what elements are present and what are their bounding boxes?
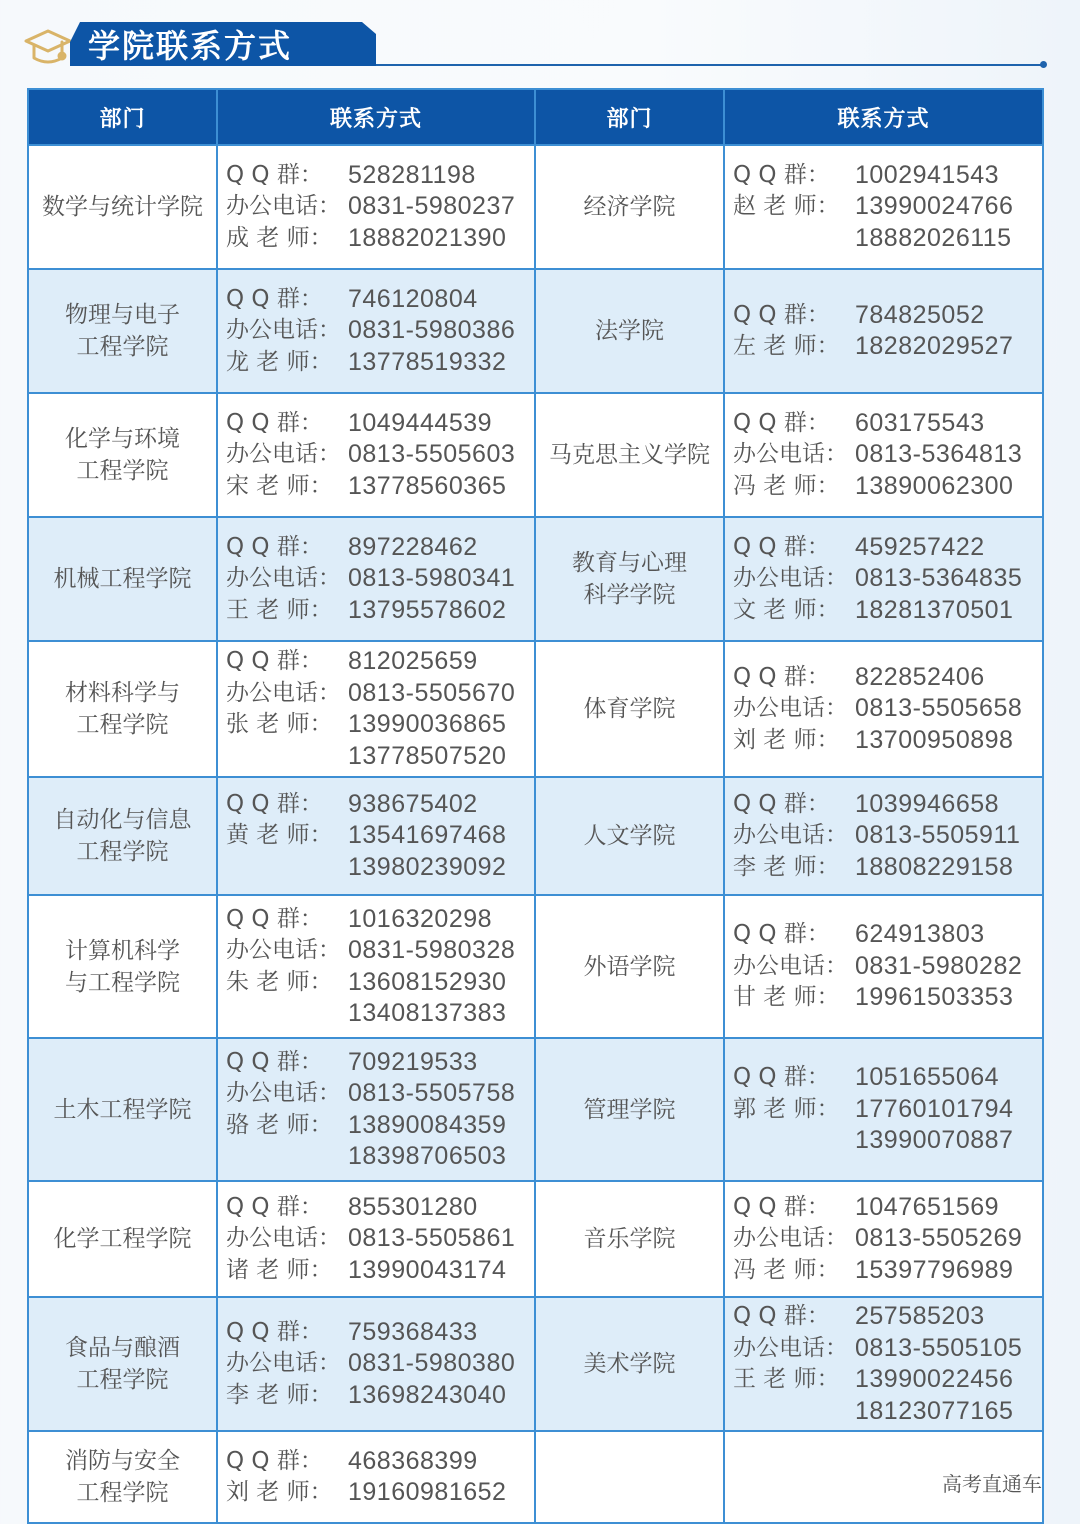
office-phone-line: [226, 315, 534, 347]
department-name: 材料科学与: [65, 680, 180, 706]
teacher-label: 诸 老 师：: [226, 1256, 333, 1283]
qq-group-label: Q Q 群：: [226, 648, 323, 674]
office-phone-line: [733, 439, 1042, 471]
department-cell: [535, 1181, 724, 1297]
department-name: 自动化与信息: [53, 807, 192, 833]
qq-group-number[interactable]: 1047651569: [855, 1192, 1000, 1221]
qq-group-line: [733, 1062, 1042, 1094]
qq-group-number[interactable]: 784825052: [855, 300, 985, 329]
department-name: 工程学院: [76, 712, 169, 738]
qq-group-label: Q Q 群：: [733, 301, 830, 328]
office-phone-number[interactable]: 0813-5505105: [855, 1333, 1023, 1362]
qq-group-line: [226, 1047, 534, 1079]
watermark: 高考直通车: [942, 1472, 1042, 1496]
department-name: 音乐学院: [583, 1226, 676, 1252]
teacher-phone-line: [226, 223, 534, 255]
department-name: 工程学院: [76, 334, 169, 360]
teacher-phone-line: [226, 967, 534, 999]
qq-group-line: [733, 300, 1042, 332]
contact-cell: [724, 393, 1043, 517]
department-cell: [28, 895, 217, 1038]
qq-group-number[interactable]: 1039946658: [855, 789, 1000, 818]
qq-group-label: Q Q 群：: [733, 1303, 830, 1329]
office-phone-label: 办公电话：: [226, 679, 341, 706]
qq-group-number[interactable]: 468368399: [348, 1446, 478, 1475]
teacher-phone-line: [226, 741, 534, 773]
contact-cell: [724, 145, 1043, 269]
teacher-phone-number[interactable]: 13990036865: [348, 710, 507, 738]
qq-group-label: Q Q 群：: [733, 1064, 830, 1091]
office-phone-line: [733, 693, 1042, 725]
table-row: [28, 1038, 1043, 1181]
teacher-label: 王 老 师：: [226, 596, 333, 623]
office-phone-line: [733, 1333, 1042, 1365]
teacher-phone-line: [226, 595, 534, 627]
office-phone-number[interactable]: 0813-5505670: [348, 678, 516, 707]
office-phone-label: 办公电话：: [733, 1334, 848, 1361]
office-phone-number[interactable]: 0813-5505911: [855, 821, 1021, 850]
department-cell: [28, 1297, 217, 1431]
teacher-label: 文 老 师：: [733, 596, 840, 623]
qq-group-line: [733, 789, 1042, 821]
department-name: 土木工程学院: [53, 1096, 192, 1123]
department-name: 数学与统计学院: [42, 194, 203, 220]
teacher-phone-line: [733, 1094, 1042, 1126]
table-row: [28, 517, 1043, 641]
department-cell: [535, 641, 724, 777]
department-name: 计算机科学: [65, 937, 180, 964]
office-phone-number[interactable]: 0831-5980328: [348, 936, 516, 964]
contact-cell: [724, 269, 1043, 393]
page-title: 学院联系方式: [88, 27, 293, 65]
qq-group-label: Q Q 群：: [226, 161, 323, 188]
table-row: [28, 777, 1043, 895]
contact-cell: [217, 517, 535, 641]
table-row: [28, 641, 1043, 777]
department-name: 科学学院: [583, 582, 676, 608]
department-cell: [535, 269, 724, 393]
teacher-phone-number[interactable]: 18808229158: [855, 852, 1014, 881]
column-header-dept: 部门: [28, 89, 217, 145]
teacher-phone-number[interactable]: 18282029527: [855, 332, 1014, 360]
qq-group-line: [733, 532, 1042, 564]
teacher-phone-line: [733, 1255, 1042, 1287]
teacher-phone-line: [733, 982, 1042, 1014]
qq-group-label: Q Q 群：: [226, 1048, 323, 1075]
office-phone-label: 办公电话：: [733, 695, 848, 722]
contact-cell: [217, 641, 535, 777]
department-cell: [28, 145, 217, 269]
qq-group-line: [226, 532, 534, 564]
department-cell: [28, 1181, 217, 1297]
qq-group-number[interactable]: 709219533: [348, 1047, 478, 1076]
teacher-phone-number[interactable]: 13990043174: [348, 1255, 507, 1284]
qq-group-label: Q Q 群：: [733, 663, 830, 690]
office-phone-label: 办公电话：: [226, 1080, 341, 1106]
teacher-phone-number[interactable]: 13778507520: [348, 741, 507, 770]
teacher-label: 朱 老 师：: [226, 968, 333, 995]
teacher-label: 李 老 师：: [226, 1381, 333, 1408]
teacher-phone-number[interactable]: 18882021390: [348, 223, 507, 252]
qq-group-label: Q Q 群：: [733, 921, 830, 948]
teacher-phone-number[interactable]: 13408137383: [348, 999, 507, 1027]
department-name: 与工程学院: [65, 969, 180, 996]
contact-cell: [724, 641, 1043, 777]
contact-cell: [217, 1181, 535, 1297]
department-cell: [28, 517, 217, 641]
qq-group-label: Q Q 群：: [226, 409, 323, 436]
office-phone-label: 办公电话：: [733, 441, 848, 468]
office-phone-line: [733, 820, 1042, 852]
teacher-phone-number[interactable]: 15397796989: [855, 1255, 1014, 1284]
department-name: 美术学院: [583, 1351, 676, 1377]
qq-group-label: Q Q 群：: [226, 905, 323, 932]
teacher-phone-line: [733, 1364, 1042, 1396]
department-name: 机械工程学院: [53, 566, 192, 592]
office-phone-label: 办公电话：: [226, 565, 341, 592]
teacher-phone-line: [733, 852, 1042, 884]
teacher-label: 黄 老 师：: [226, 822, 333, 849]
column-header-contact: 联系方式: [724, 89, 1043, 145]
qq-group-label: Q Q 群：: [226, 1447, 323, 1474]
teacher-label: 赵 老 师：: [733, 193, 840, 220]
qq-group-label: Q Q 群：: [733, 790, 830, 817]
title-divider: [376, 64, 1044, 66]
teacher-label: 李 老 师：: [733, 853, 840, 880]
teacher-phone-line: [733, 1396, 1042, 1428]
contact-cell: [724, 895, 1043, 1038]
department-name: 消防与安全: [65, 1448, 180, 1474]
office-phone-number[interactable]: 0831-5980386: [348, 316, 516, 345]
teacher-label: 郭 老 师：: [733, 1095, 840, 1122]
teacher-label: 王 老 师：: [733, 1366, 840, 1392]
office-phone-line: [733, 951, 1042, 983]
contact-cell: [724, 1181, 1043, 1297]
teacher-phone-line: [226, 1380, 534, 1412]
teacher-phone-number[interactable]: 18398706503: [348, 1142, 507, 1170]
office-phone-label: 办公电话：: [226, 1225, 341, 1252]
qq-group-label: Q Q 群：: [733, 1193, 830, 1220]
qq-group-line: [733, 160, 1042, 192]
teacher-phone-line: [733, 223, 1042, 255]
qq-group-line: [226, 284, 534, 316]
department-name: 经济学院: [583, 194, 676, 220]
table-row: [28, 1297, 1043, 1431]
section-header: [22, 22, 1052, 72]
department-name: 外语学院: [583, 953, 676, 980]
qq-group-number[interactable]: 759368433: [348, 1317, 478, 1346]
divider-dot: [1040, 61, 1047, 68]
department-cell: [28, 393, 217, 517]
teacher-phone-line: [226, 1141, 534, 1173]
qq-group-number[interactable]: 1016320298: [348, 904, 493, 933]
department-name: 工程学院: [76, 458, 169, 484]
teacher-phone-line: [226, 820, 534, 852]
qq-group-number[interactable]: 855301280: [348, 1192, 478, 1221]
department-name: 人文学院: [583, 823, 676, 849]
teacher-phone-number[interactable]: 18281370501: [855, 595, 1014, 624]
teacher-phone-line: [733, 725, 1042, 757]
office-phone-number[interactable]: 0813-5980341: [348, 564, 516, 593]
department-cell: [535, 895, 724, 1038]
qq-group-label: Q Q 群：: [226, 533, 323, 560]
table-row: [28, 145, 1043, 269]
qq-group-line: [226, 646, 534, 678]
department-cell: [28, 1431, 217, 1523]
department-name: 法学院: [595, 318, 664, 344]
teacher-phone-line: [226, 471, 534, 503]
teacher-phone-line: [226, 1477, 534, 1509]
department-cell: [535, 1297, 724, 1431]
teacher-phone-number[interactable]: 13890084359: [348, 1110, 507, 1139]
teacher-label: 刘 老 师：: [733, 726, 840, 753]
office-phone-number[interactable]: 0813-5505758: [348, 1079, 516, 1107]
teacher-phone-number[interactable]: 13700950898: [855, 725, 1014, 754]
qq-group-line: [226, 408, 534, 440]
office-phone-number[interactable]: 0831-5980380: [348, 1349, 516, 1378]
qq-group-number[interactable]: 746120804: [348, 284, 478, 313]
teacher-phone-number[interactable]: 13990070887: [855, 1126, 1014, 1155]
qq-group-line: [733, 1192, 1042, 1224]
teacher-phone-number[interactable]: 17760101794: [855, 1094, 1014, 1123]
office-phone-label: 办公电话：: [226, 1350, 341, 1377]
office-phone-number[interactable]: 0831-5980237: [348, 192, 516, 221]
teacher-label: 张 老 师：: [226, 711, 333, 737]
office-phone-number[interactable]: 0813-5505658: [855, 694, 1023, 723]
department-cell: [28, 1038, 217, 1181]
office-phone-line: [733, 563, 1042, 595]
contact-cell: [217, 1038, 535, 1181]
teacher-phone-line: [733, 1125, 1042, 1157]
qq-group-number[interactable]: 812025659: [348, 647, 478, 675]
table-row: [28, 269, 1043, 393]
teacher-phone-line: [226, 998, 534, 1030]
department-cell: [535, 1038, 724, 1181]
teacher-phone-number[interactable]: 13698243040: [348, 1380, 507, 1409]
teacher-phone-line: [226, 1110, 534, 1142]
teacher-label: 骆 老 师：: [226, 1111, 333, 1138]
teacher-phone-line: [226, 1255, 534, 1287]
teacher-phone-line: [733, 191, 1042, 223]
qq-group-line: [733, 1301, 1042, 1333]
department-cell: [535, 393, 724, 517]
qq-group-line: [733, 408, 1042, 440]
qq-group-number[interactable]: 897228462: [348, 532, 478, 561]
teacher-phone-line: [226, 709, 534, 741]
qq-group-label: Q Q 群：: [226, 1318, 323, 1345]
qq-group-label: Q Q 群：: [226, 1193, 323, 1220]
teacher-label: 宋 老 师：: [226, 472, 333, 499]
qq-group-number[interactable]: 459257422: [855, 532, 985, 561]
teacher-phone-number[interactable]: 13795578602: [348, 595, 507, 624]
contact-cell: [217, 777, 535, 895]
table-row: [28, 1181, 1043, 1297]
teacher-label: [226, 852, 348, 884]
contact-cell: [724, 517, 1043, 641]
qq-group-label: Q Q 群：: [226, 790, 323, 817]
qq-group-line: [733, 662, 1042, 694]
qq-group-number[interactable]: 1049444539: [348, 408, 493, 437]
office-phone-label: 办公电话：: [226, 441, 341, 468]
office-phone-label: 办公电话：: [226, 937, 341, 963]
teacher-label: [733, 1125, 855, 1157]
graduation-cap-icon: [22, 26, 74, 66]
contact-cell: [217, 145, 535, 269]
teacher-label: [226, 998, 348, 1030]
office-phone-line: [226, 191, 534, 223]
teacher-phone-line: [733, 331, 1042, 363]
qq-group-label: Q Q 群：: [733, 161, 830, 188]
qq-group-line: [226, 789, 534, 821]
office-phone-line: [226, 678, 534, 710]
office-phone-number[interactable]: 0813-5364835: [855, 564, 1023, 593]
teacher-label: 冯 老 师：: [733, 1256, 840, 1283]
teacher-phone-number[interactable]: 18882026115: [855, 223, 1012, 252]
qq-group-label: Q Q 群：: [733, 533, 830, 560]
contact-table: [27, 88, 1044, 1524]
qq-group-line: [733, 919, 1042, 951]
qq-group-label: Q Q 群：: [226, 285, 323, 312]
office-phone-line: [226, 439, 534, 471]
department-name: 工程学院: [76, 1367, 169, 1393]
teacher-phone-number[interactable]: 13990022456: [855, 1365, 1014, 1393]
department-cell: [28, 641, 217, 777]
office-phone-line: [226, 1348, 534, 1380]
office-phone-line: [733, 1223, 1042, 1255]
column-header-contact: 联系方式: [217, 89, 535, 145]
department-name: 化学工程学院: [53, 1226, 192, 1252]
department-cell: [535, 1431, 724, 1523]
contact-cell: [724, 1297, 1043, 1431]
department-name: 管理学院: [583, 1096, 676, 1123]
office-phone-number[interactable]: 0813-5505603: [348, 440, 516, 469]
teacher-label: [733, 1396, 855, 1428]
office-phone-line: [226, 1078, 534, 1110]
department-name: 体育学院: [583, 696, 676, 722]
office-phone-line: [226, 1223, 534, 1255]
teacher-phone-line: [733, 595, 1042, 627]
teacher-label: 龙 老 师：: [226, 348, 333, 375]
qq-group-line: [226, 160, 534, 192]
department-name: 教育与心理: [572, 550, 687, 576]
teacher-phone-line: [226, 347, 534, 379]
office-phone-label: 办公电话：: [733, 952, 848, 979]
contact-cell: [217, 269, 535, 393]
column-header-dept: 部门: [535, 89, 724, 145]
office-phone-label: 办公电话：: [226, 193, 341, 220]
teacher-phone-number[interactable]: 13890062300: [855, 471, 1014, 500]
qq-group-number[interactable]: 938675402: [348, 789, 478, 818]
department-name: 食品与酿酒: [65, 1335, 180, 1361]
teacher-phone-number[interactable]: 13980239092: [348, 852, 507, 881]
department-name: 工程学院: [76, 1480, 169, 1506]
teacher-phone-number[interactable]: 19160981652: [348, 1478, 507, 1506]
office-phone-line: [226, 563, 534, 595]
teacher-phone-line: [226, 852, 534, 884]
teacher-label: [226, 1141, 348, 1173]
teacher-phone-number[interactable]: 13778560365: [348, 471, 507, 500]
office-phone-label: 办公电话：: [733, 1225, 848, 1252]
table-header-row: [28, 89, 1043, 145]
table-row: [28, 1431, 1043, 1523]
qq-group-line: [226, 1317, 534, 1349]
office-phone-number[interactable]: 0813-5505861: [348, 1224, 516, 1253]
teacher-phone-number[interactable]: 13990024766: [855, 192, 1014, 221]
contact-cell: [217, 895, 535, 1038]
office-phone-number[interactable]: 0831-5980282: [855, 951, 1023, 980]
contact-cell: [217, 393, 535, 517]
contact-cell: [217, 1431, 535, 1523]
teacher-phone-number[interactable]: 13608152930: [348, 967, 507, 996]
contact-cell: [724, 1038, 1043, 1181]
qq-group-number[interactable]: 822852406: [855, 662, 985, 691]
qq-group-number[interactable]: 603175543: [855, 408, 985, 437]
office-phone-label: 办公电话：: [733, 565, 848, 592]
contact-cell: [724, 777, 1043, 895]
teacher-label: [733, 223, 855, 255]
teacher-phone-number[interactable]: 13778519332: [348, 347, 507, 376]
teacher-label: 刘 老 师：: [226, 1479, 333, 1505]
office-phone-number[interactable]: 0813-5364813: [855, 440, 1023, 469]
contact-cell: [217, 1297, 535, 1431]
office-phone-label: 办公电话：: [226, 317, 341, 344]
qq-group-line: [226, 904, 534, 936]
department-cell: [535, 145, 724, 269]
department-name: 工程学院: [76, 839, 169, 865]
qq-group-line: [226, 1192, 534, 1224]
qq-group-number[interactable]: 1002941543: [855, 160, 1000, 189]
department-cell: [535, 517, 724, 641]
department-cell: [28, 269, 217, 393]
qq-group-number[interactable]: 257585203: [855, 1302, 985, 1330]
teacher-label: 成 老 师：: [226, 224, 333, 251]
table-row: [28, 393, 1043, 517]
teacher-label: 左 老 师：: [733, 333, 840, 359]
department-cell: [535, 777, 724, 895]
teacher-label: [226, 741, 348, 773]
teacher-phone-number[interactable]: 18123077165: [855, 1396, 1014, 1425]
qq-group-label: Q Q 群：: [733, 409, 830, 436]
teacher-label: 冯 老 师：: [733, 472, 840, 499]
teacher-phone-number[interactable]: 13541697468: [348, 821, 507, 850]
department-name: 化学与环境: [65, 426, 180, 452]
qq-group-line: [226, 1446, 534, 1478]
teacher-label: 甘 老 师：: [733, 984, 840, 1011]
qq-group-number[interactable]: 528281198: [348, 160, 476, 189]
teacher-phone-line: [733, 471, 1042, 503]
department-name: 物理与电子: [65, 302, 180, 328]
table-row: [28, 895, 1043, 1038]
qq-group-number[interactable]: 1051655064: [855, 1063, 1000, 1092]
department-name: 马克思主义学院: [549, 442, 710, 468]
teacher-phone-number[interactable]: 19961503353: [855, 983, 1014, 1012]
office-phone-label: 办公电话：: [733, 822, 848, 849]
qq-group-number[interactable]: 624913803: [855, 920, 985, 949]
department-cell: [28, 777, 217, 895]
office-phone-number[interactable]: 0813-5505269: [855, 1224, 1023, 1253]
office-phone-line: [226, 935, 534, 967]
